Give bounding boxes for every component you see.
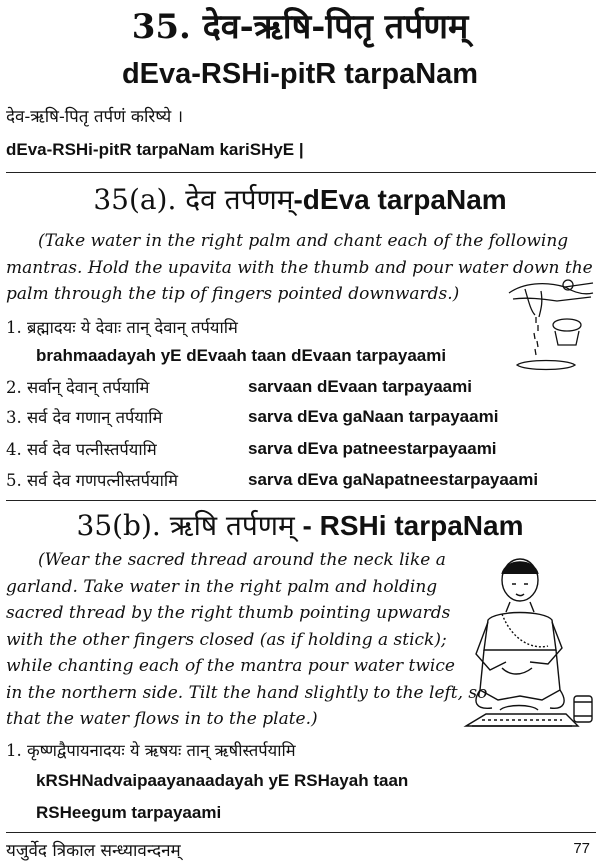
mantra-transliteration: sarva dEva patneestarpayaami <box>248 439 497 458</box>
water-offering-illustration <box>505 275 597 385</box>
instruction-line: in the northern side. Tilt the hand slightly to the left, so <box>6 682 488 703</box>
intro-devanagari: देव-ऋषि-पितृ तर्पणं करिष्ये । <box>6 107 184 127</box>
instruction-line: palm through the tip of fingers pointed downwards.) <box>6 284 460 304</box>
divider <box>6 832 596 833</box>
page-title-devanagari: 35. देव-ऋषि-पितृ तर्पणम् <box>131 7 469 47</box>
page-title-transliteration: dEva-RSHi-pitR tarpaNam <box>121 58 479 90</box>
section-b-heading <box>0 506 600 544</box>
mantra-transliteration: sarva dEva gaNaan tarpayaami <box>248 407 499 426</box>
instruction-line: with the other fingers closed (as if holding a stick); <box>6 629 447 650</box>
mantra-devanagari: 3. सर्व देव गणान् तर्पयामि <box>6 408 163 427</box>
mantra-devanagari: 4. सर्व देव पत्नीस्तर्पयामि <box>6 440 157 459</box>
mantra-transliteration: RSHeegum tarpayaami <box>36 803 222 822</box>
instruction-line: mantras. Hold the upavita with the thumb and pour water down the <box>6 257 593 278</box>
footer-book-title: यजुर्वेद त्रिकाल सन्ध्यावन्दनम् <box>6 841 181 861</box>
mantra-transliteration: sarvaan dEvaan tarpayaami <box>248 377 472 396</box>
section-b-heading-devanagari: 35(b). ऋषि तर्पणम् <box>76 509 295 542</box>
section-a-heading-devanagari: 35(a). देव तर्पणम् <box>93 183 294 216</box>
mantra-devanagari: 5. सर्व देव गणपत्नीस्तर्पयामि <box>6 471 179 490</box>
mantra-transliteration: sarva dEva gaNapatneestarpayaami <box>248 470 539 489</box>
section-b-heading-transliteration: - RSHi tarpaNam <box>294 510 524 541</box>
seated-person-illustration <box>462 550 597 745</box>
mantra-devanagari: 2. सर्वान् देवान् तर्पयामि <box>6 378 150 397</box>
mantra-devanagari: 1. कृष्णद्वैपायनादयः ये ऋषयः तान् ऋषीस्तर्पयामि <box>6 741 296 760</box>
page-number: 77 <box>573 840 590 857</box>
intro-transliteration: dEva-RSHi-pitR tarpaNam kariSHyE | <box>6 140 304 159</box>
instruction-line: that the water flows in to the plate.) <box>6 709 318 729</box>
instruction-line: (Wear the sacred thread around the neck like a <box>38 550 446 570</box>
section-b-instructions <box>6 547 487 733</box>
instruction-line: (Take water in the right palm and chant each of the following <box>38 231 569 251</box>
mantra-transliteration: kRSHNadvaipaayanaadayah yE RSHayah taan <box>36 771 409 790</box>
instruction-line: sacred thread by the right thumb pointing upwards <box>6 603 451 623</box>
mantra-devanagari: 1. ब्रह्मादयः ये देवाः तान् देवान् तर्पयामि <box>6 318 238 337</box>
section-a-heading <box>0 180 600 218</box>
divider <box>6 500 596 501</box>
mantra-transliteration: brahmaadayah yE dEvaah taan dEvaan tarpayaami <box>36 346 447 365</box>
instruction-line: garland. Take water in the right palm and holding <box>6 576 438 597</box>
instruction-line: while chanting each of the mantra pour water twice <box>6 656 455 676</box>
divider <box>6 172 596 173</box>
section-a-heading-transliteration: -dEva tarpaNam <box>293 184 507 215</box>
